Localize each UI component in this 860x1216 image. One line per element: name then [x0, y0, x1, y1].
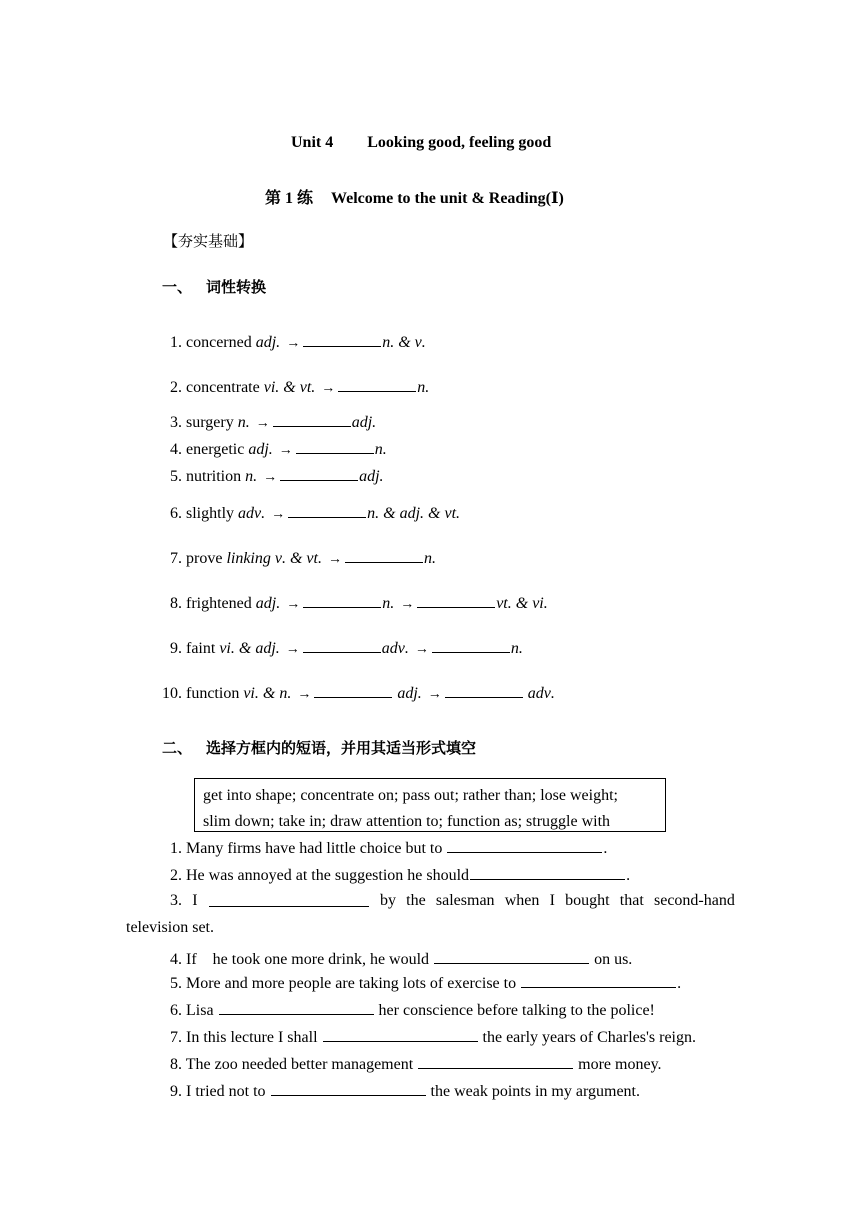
phrase-box-line: get into shape; concentrate on; pass out; rather than; lose weight; [203, 787, 618, 804]
sentence: 6. Lisa her conscience before talking to the police! [170, 1002, 655, 1019]
unit-title [291, 134, 551, 152]
part2-heading [162, 737, 476, 758]
answer-blank[interactable] [303, 332, 381, 347]
list-item: 10. function νi. & n. → adj. → adν. [162, 685, 555, 702]
sentence: 3. I by the salesman when I bought that second-hand [170, 892, 735, 909]
answer-blank[interactable] [338, 377, 416, 392]
list-item: 6. slightly adν. → n. & adj. & νt. [170, 505, 461, 522]
answer-blank[interactable] [280, 466, 358, 481]
arrow-icon: → [278, 443, 293, 458]
list-item: 7. prove linking ν. & νt. → n. [170, 550, 436, 567]
sentence: 1. Many firms have had little choice but to . [170, 840, 608, 857]
answer-blank[interactable] [323, 1027, 478, 1042]
lesson-number: 第 1 练 [265, 190, 314, 207]
arrow-icon: → [263, 470, 278, 485]
answer-blank[interactable] [447, 838, 602, 853]
list-item: 5. nutrition n. → adj. [170, 468, 384, 485]
list-item: 4. energetic adj. → n. [170, 441, 387, 458]
answer-blank[interactable] [314, 683, 392, 698]
part2-title: 选择方框内的短语，并用其适当形式填空 [206, 739, 477, 757]
answer-blank[interactable] [288, 503, 366, 518]
answer-blank[interactable] [445, 683, 523, 698]
answer-blank[interactable] [345, 548, 423, 563]
sentence: 7. In this lecture I shall the early years of Charles's reign. [170, 1029, 696, 1046]
list-item: 9. faint νi. & adj. → adν. → n. [170, 640, 523, 657]
arrow-icon: → [327, 552, 342, 567]
lesson-name: Welcome to the unit & Reading(Ⅰ) [331, 190, 564, 207]
part1-heading [162, 276, 266, 297]
sentence: 4. If he took one more drink, he would on us. [170, 951, 633, 968]
sentence: 9. I tried not to the weak points in my argument. [170, 1083, 640, 1100]
answer-blank[interactable] [417, 593, 495, 608]
answer-blank[interactable] [432, 638, 510, 653]
sentence: 8. The zoo needed better management more money. [170, 1056, 662, 1073]
part2-number: 二、 [162, 739, 193, 757]
arrow-icon: → [286, 597, 301, 612]
sentence: 5. More and more people are taking lots of exercise to . [170, 975, 682, 992]
list-item: 3. surgery n. → adj. [170, 414, 377, 431]
answer-blank[interactable] [209, 892, 369, 907]
arrow-icon: → [286, 336, 301, 351]
arrow-icon: → [427, 687, 442, 702]
answer-blank[interactable] [273, 412, 351, 427]
sentence: 2. He was annoyed at the suggestion he should . [170, 867, 631, 884]
arrow-icon: → [321, 381, 336, 396]
arrow-icon: → [285, 642, 300, 657]
answer-blank[interactable] [470, 865, 625, 880]
answer-blank[interactable] [271, 1081, 426, 1096]
answer-blank[interactable] [434, 949, 589, 964]
answer-blank[interactable] [219, 1000, 374, 1015]
unit-name: Looking good, feeling good [367, 134, 552, 151]
answer-blank[interactable] [296, 439, 374, 454]
answer-blank[interactable] [418, 1054, 573, 1069]
sentence-continued: television set. [126, 919, 214, 936]
section-label: 【夯实基础】 [163, 232, 254, 250]
unit-number: Unit 4 [291, 134, 334, 151]
arrow-icon: → [400, 597, 415, 612]
list-item: 8. frightened adj. → n. → νt. & νi. [170, 595, 548, 612]
list-item: 1. concerned adj. → n. & ν. [170, 334, 426, 351]
answer-blank[interactable] [521, 973, 676, 988]
phrase-box-line: slim down; take in; draw attention to; function as; struggle with [203, 813, 611, 830]
arrow-icon: → [255, 416, 270, 431]
list-item: 2. concentrate νi. & νt. → n. [170, 379, 430, 396]
lesson-title [265, 185, 564, 208]
part1-title: 词性转换 [206, 278, 267, 296]
phrase-box [194, 778, 666, 832]
answer-blank[interactable] [303, 638, 381, 653]
answer-blank[interactable] [303, 593, 381, 608]
arrow-icon: → [271, 507, 286, 522]
part1-number: 一、 [162, 278, 193, 296]
arrow-icon: → [414, 642, 429, 657]
arrow-icon: → [297, 687, 312, 702]
